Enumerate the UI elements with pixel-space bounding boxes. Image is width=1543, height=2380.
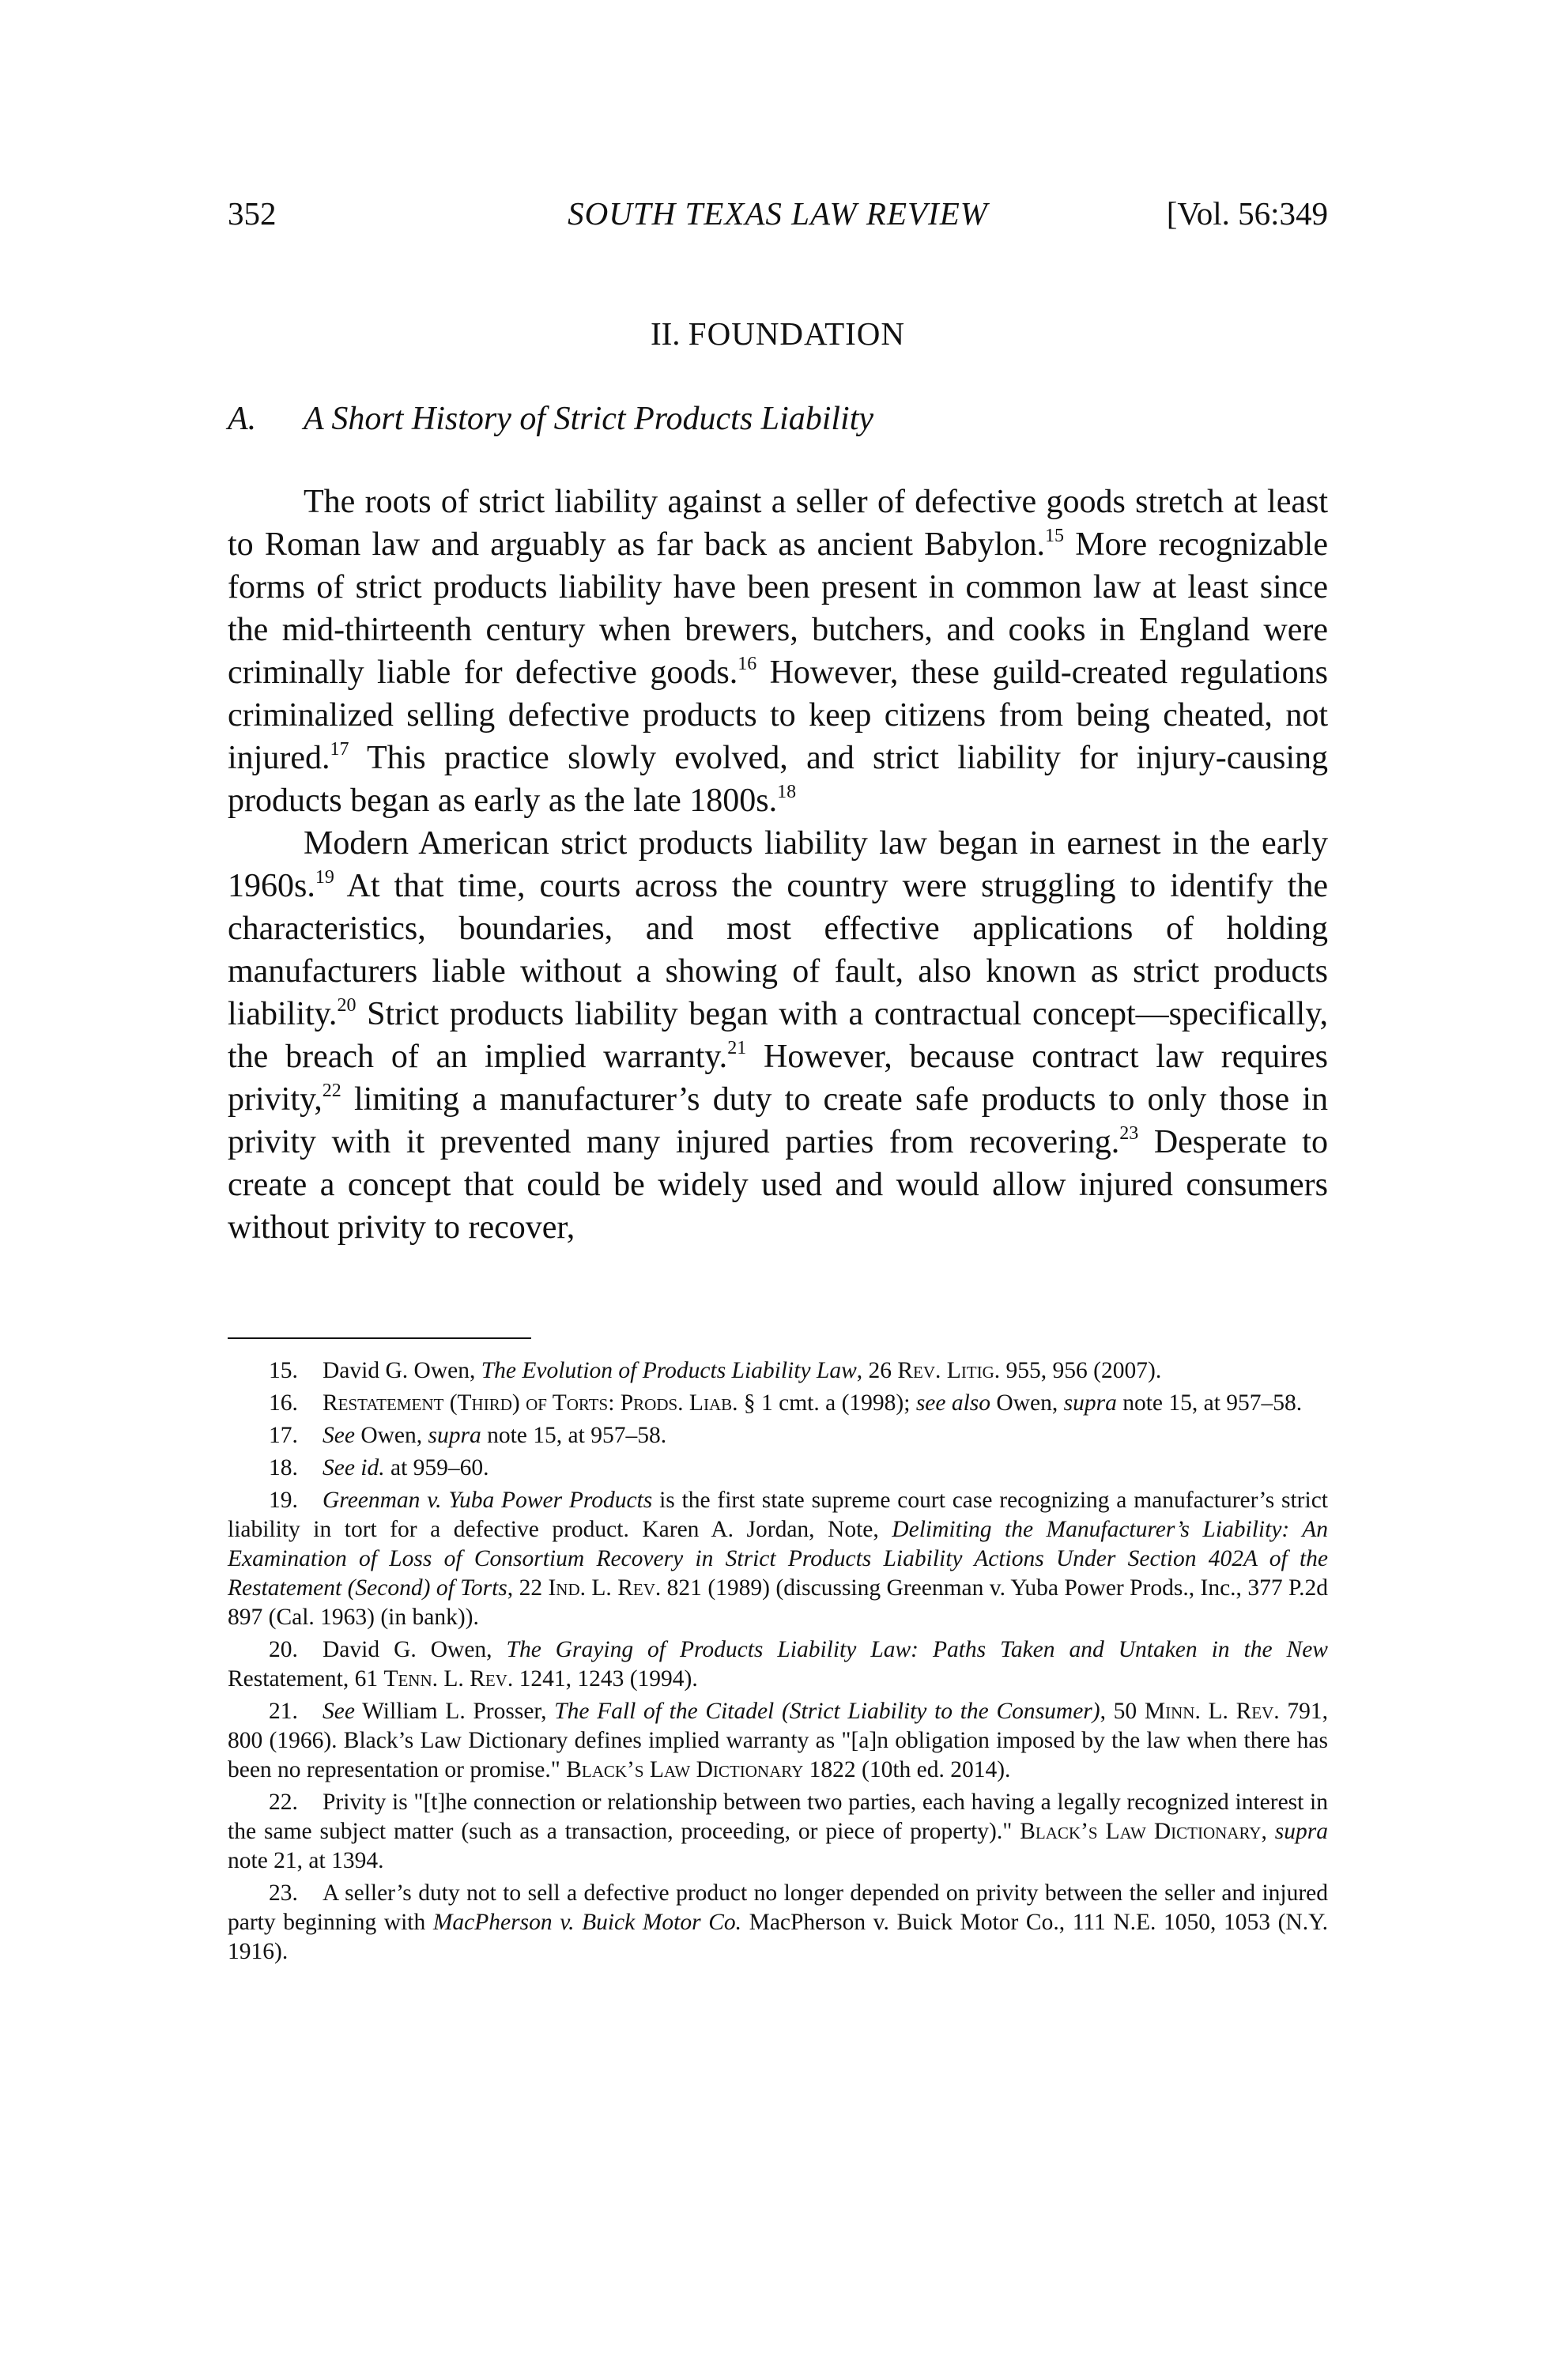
footnote-text-segment: is the first state supreme court case recognizing a manufacturer’s strict liability in tort for a defective product. Karen A. Jordan, Note, — [228, 1488, 1328, 1542]
footnote-text-segment: 955, 956 (2007). — [1000, 1358, 1162, 1383]
footnote-text-segment: note 15, at 957–58. — [481, 1423, 667, 1448]
footnote-number: 17. — [269, 1423, 298, 1448]
footnote-text-segment: Owen, — [990, 1390, 1064, 1416]
body-text-segment: However, because contract law requires privity, — [228, 1039, 1328, 1118]
footnote-text-segment: MacPherson v. Buick Motor Co. — [432, 1910, 741, 1935]
footnote-reference[interactable]: 17 — [330, 739, 349, 760]
subsection-title: A Short History of Strict Products Liability — [304, 401, 874, 437]
footnote-item — [228, 1879, 1328, 1967]
page-number: 352 — [228, 195, 277, 232]
footnote-item — [228, 1454, 1328, 1483]
footnote-item — [228, 1421, 1328, 1450]
footnote-text-segment: Restatement, 61 — [228, 1666, 384, 1692]
footnote-text-segment: , 22 — [507, 1575, 549, 1601]
body-paragraph — [228, 822, 1328, 1249]
footnote-reference[interactable]: 18 — [777, 782, 797, 802]
footnote-reference[interactable]: 20 — [337, 995, 357, 1016]
footnote-number: 18. — [269, 1455, 298, 1480]
footnote-item — [228, 1635, 1328, 1694]
running-header — [228, 190, 1328, 237]
footnote-text-segment: note 15, at 957–58. — [1116, 1390, 1303, 1416]
footnote-text-segment: 791, 800 (1966). Black’s Law Dictionary defines implied warranty as "[a]n obligation imposed by the law when there has been no representation or promise." — [228, 1699, 1329, 1782]
body-text-segment: Modern American strict products liability law began in earnest in the early 1960s. — [228, 825, 1328, 904]
footnote-text-segment: note 21, at 1394. — [228, 1848, 384, 1873]
footnote-reference[interactable]: 16 — [738, 654, 757, 674]
footnote-text-segment: A seller’s duty not to sell a defective product no longer depended on privity between the seller and injured party beginning with — [228, 1880, 1328, 1935]
footnote-text-segment: The Fall of the Citadel (Strict Liability to the Consumer) — [554, 1699, 1100, 1724]
footnote-reference[interactable]: 22 — [322, 1081, 341, 1101]
footnote-text-segment: David G. Owen, — [323, 1358, 481, 1383]
footnote-text-segment: Minn. L. Rev. — [1144, 1699, 1280, 1724]
footnote-text-segment: supra — [428, 1423, 481, 1448]
footnote-text-segment: supra — [1274, 1819, 1328, 1844]
footnote-text-segment: Black’s Law Dictionary — [1020, 1819, 1262, 1844]
footnote-text-segment: Tenn. L. Rev. — [383, 1666, 514, 1692]
footnote-text-segment: Privity is "[t]he connection or relationship between two parties, each having a legally recognized interest in the same subject matter (such as a transaction, proceeding, or piece of property)." — [228, 1790, 1328, 1844]
footnote-number: 16. — [269, 1390, 298, 1416]
footnote-text-segment: 1822 (10th ed. 2014). — [803, 1757, 1011, 1782]
body-text-segment: Desperate to create a concept that could be widely used and would allow injured consumers without privity to recover, — [228, 1124, 1328, 1246]
body-text-segment: This practice slowly evolved, and strict liability for injury-causing products began as early as the late 1800s. — [228, 740, 1328, 819]
body-text — [228, 481, 1328, 1249]
section-title: FOUNDATION — [688, 315, 906, 352]
footnote-text-segment: at 959–60. — [384, 1455, 489, 1480]
subsection-letter: A. — [228, 401, 257, 437]
body-text-segment: The roots of strict liability against a seller of defective goods stretch at least to Roman law and arguably as far back as ancient Babylon. — [228, 484, 1328, 563]
footnote-text-segment: See — [323, 1423, 355, 1448]
footnote-text-segment: , 26 — [856, 1358, 898, 1383]
body-paragraph — [228, 481, 1328, 822]
footnote-text-segment: MacPherson v. Buick Motor Co., 111 N.E. 1050, 1053 (N.Y. 1916). — [228, 1910, 1328, 1964]
footnote-number: 23. — [269, 1880, 298, 1906]
footnote-item — [228, 1788, 1328, 1876]
footnote-text-segment: See id. — [323, 1455, 385, 1480]
footnotes — [228, 1356, 1328, 1970]
footnote-item — [228, 1389, 1328, 1418]
body-text-segment: More recognizable forms of strict products liability have been present in common law at least since the mid-thirteenth century when brewers, butchers, and cooks in England were criminally liable for defective goods. — [228, 526, 1328, 691]
footnote-text-segment: See — [323, 1699, 355, 1724]
footnote-text-segment: The Graying of Products Liability Law: Paths Taken and Untaken in the New — [506, 1637, 1328, 1662]
footnote-text-segment: see also — [915, 1390, 991, 1416]
footnote-text-segment: Owen, — [354, 1423, 428, 1448]
footnote-text-segment: § 1 cmt. a (1998); — [738, 1390, 916, 1416]
footnote-text-segment: Rev. Litig. — [897, 1358, 1001, 1383]
footnote-reference[interactable]: 21 — [727, 1038, 747, 1058]
volume-citation: [Vol. 56:349 — [1166, 195, 1328, 232]
footnote-number: 20. — [269, 1637, 298, 1662]
footnote-item — [228, 1697, 1328, 1785]
body-text-segment: Strict products liability began with a contractual concept—specifically, the breach of an implied warranty. — [228, 996, 1328, 1075]
footnote-reference[interactable]: 19 — [315, 867, 334, 888]
body-text-segment: limiting a manufacturer’s duty to create safe products to only those in privity with it prevented many injured parties from recovering. — [228, 1081, 1328, 1160]
footnote-text-segment: , — [1261, 1819, 1275, 1844]
section-heading — [228, 310, 1328, 357]
footnote-text-segment: Greenman v. Yuba Power Products — [323, 1488, 653, 1513]
body-text-segment: At that time, courts across the country were struggling to identify the characteristics, boundaries, and most effective applications of holding manufacturers liable without a showing of fault, also known as strict products liability. — [228, 868, 1328, 1032]
body-text-segment: However, these guild-created regulations criminalized selling defective products to keep citizens from being cheated, not injured. — [228, 654, 1328, 776]
footnote-number: 19. — [269, 1488, 298, 1513]
footnote-number: 22. — [269, 1790, 298, 1815]
footnote-item — [228, 1356, 1328, 1386]
footnote-reference[interactable]: 15 — [1044, 526, 1064, 546]
footnote-text-segment: Delimiting the Manufacturer’s Liability: An Examination of Loss of Consortium Recovery in Strict Products Liability Actions Under Section 402A of the Restatement (Second) of Torts — [228, 1517, 1328, 1601]
footnote-text-segment: Restatement (Third) of Torts: Prods. Liab. — [323, 1390, 738, 1416]
footnote-item — [228, 1486, 1328, 1632]
footnote-text-segment: Black’s Law Dictionary — [566, 1757, 804, 1782]
footnote-text-segment: David G. Owen, — [323, 1637, 507, 1662]
journal-title: SOUTH TEXAS LAW REVIEW — [568, 195, 988, 232]
footnote-reference[interactable]: 23 — [1119, 1123, 1139, 1144]
subsection-heading — [228, 395, 1328, 443]
footnote-text-segment: William L. Prosser, — [354, 1699, 555, 1724]
section-numeral: II. — [650, 315, 681, 352]
footnote-divider — [228, 1337, 531, 1339]
footnote-text-segment: , 50 — [1100, 1699, 1145, 1724]
footnote-text-segment: The Evolution of Products Liability Law — [481, 1358, 857, 1383]
footnote-number: 21. — [269, 1699, 298, 1724]
footnote-text-segment: 1241, 1243 (1994). — [513, 1666, 698, 1692]
footnote-text-segment: Ind. L. Rev. — [548, 1575, 662, 1601]
footnote-text-segment: supra — [1063, 1390, 1117, 1416]
footnote-text-segment: 821 (1989) (discussing Greenman v. Yuba Power Prods., Inc., 377 P.2d 897 (Cal. 1963) (in bank)). — [228, 1575, 1328, 1630]
footnote-number: 15. — [269, 1358, 298, 1383]
